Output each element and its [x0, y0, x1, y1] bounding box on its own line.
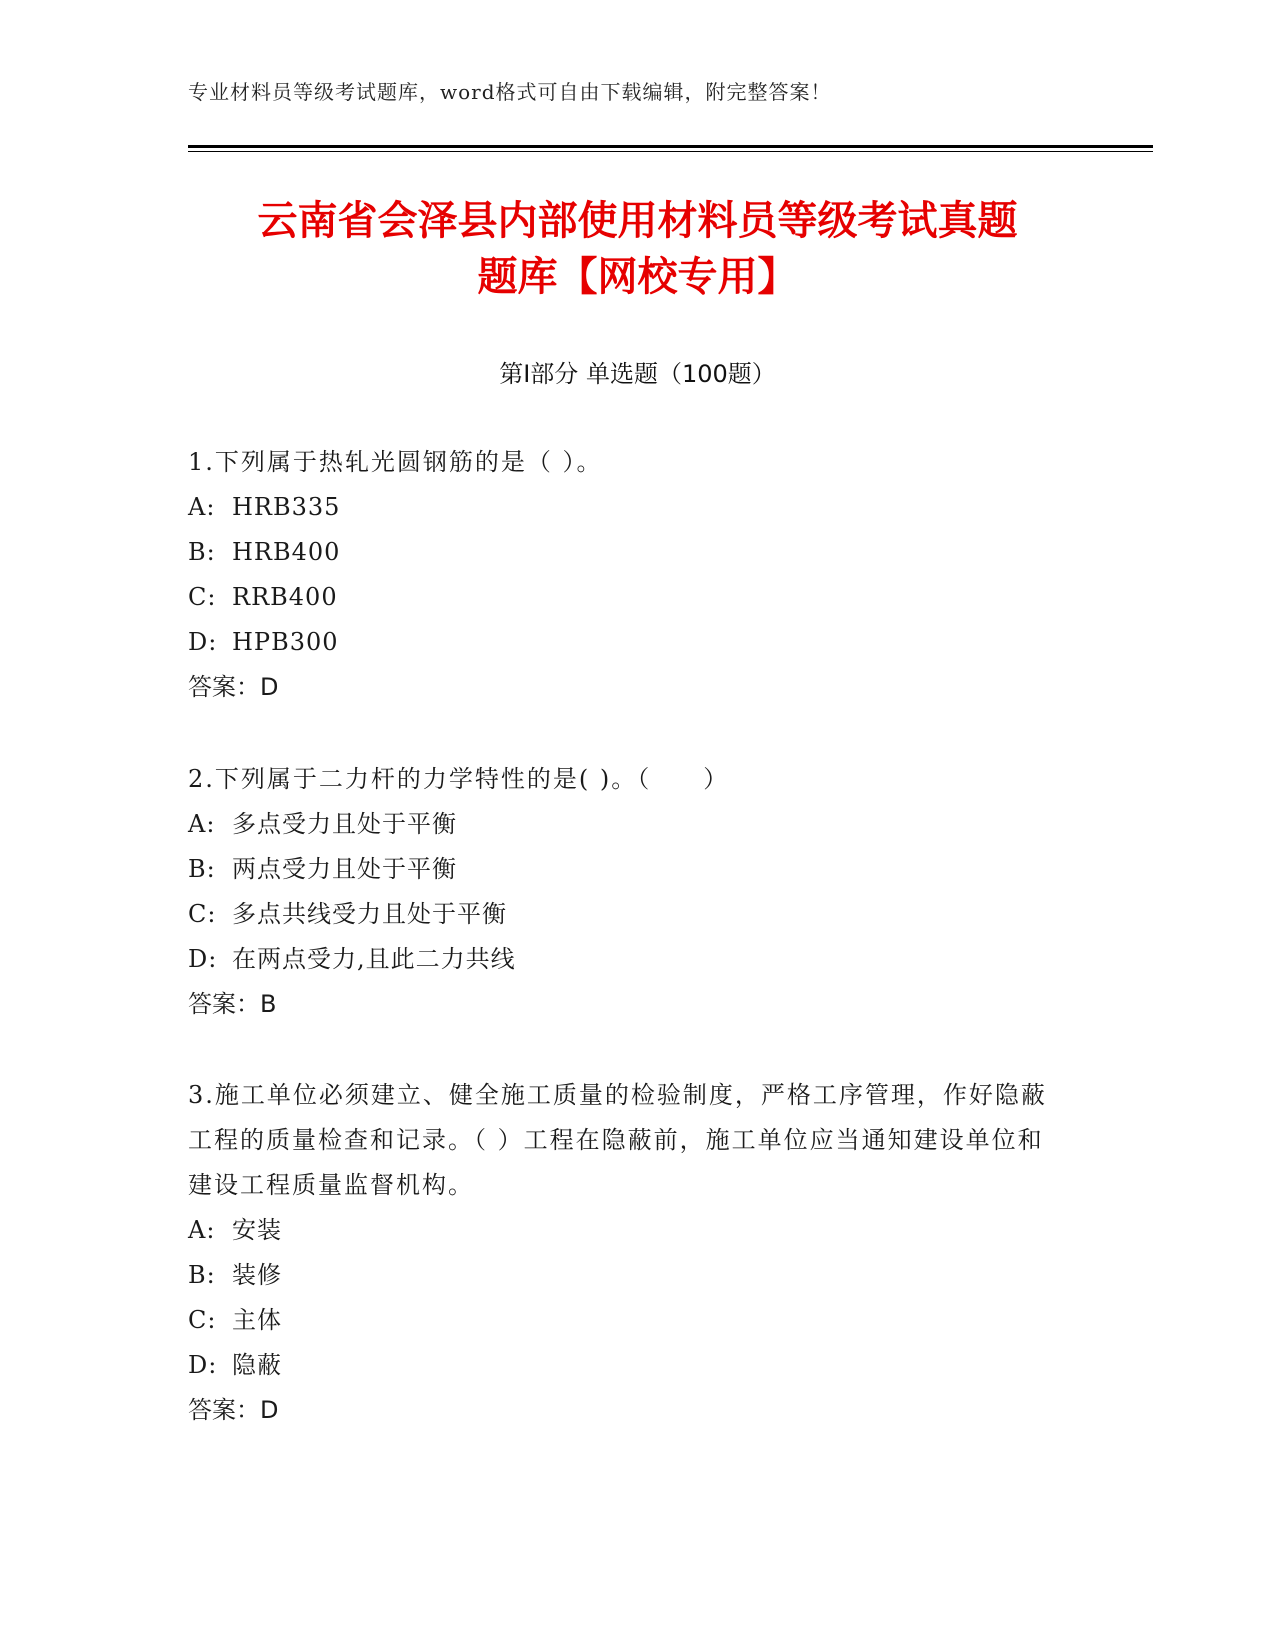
option-letter: C:	[188, 1306, 217, 1334]
document-title-line-1: 云南省会泽县内部使用材料员等级考试真题	[257, 198, 1018, 244]
option-c	[188, 575, 1068, 620]
option-b	[188, 1253, 1068, 1298]
answer-line: 答案：D	[188, 1396, 279, 1424]
question-3	[188, 1073, 1068, 1433]
option-letter: A:	[188, 493, 216, 521]
option-text: HPB300	[232, 628, 339, 656]
option-text: 主体	[232, 1306, 282, 1334]
option-text: HRB400	[232, 538, 341, 566]
option-c	[188, 892, 1068, 937]
option-text: 装修	[232, 1261, 282, 1289]
option-a	[188, 1208, 1068, 1253]
option-letter: B:	[188, 538, 216, 566]
question-2	[188, 757, 1068, 1027]
option-text: RRB400	[232, 583, 338, 611]
option-letter: D:	[188, 945, 218, 973]
page-header-note: 专业材料员等级考试题库，word格式可自由下载编辑，附完整答案！	[188, 80, 832, 104]
option-text: HRB335	[232, 493, 341, 521]
question-stem: 3.施工单位必须建立、健全施工质量的检验制度，严格工序管理，作好隐蔽工程的质量检查和记录。（ ）工程在隐蔽前，施工单位应当通知建设单位和建设工程质量监督机构。	[188, 1081, 1047, 1199]
option-text: 在两点受力,且此二力共线	[232, 945, 516, 973]
option-c	[188, 1298, 1068, 1343]
option-letter: B:	[188, 855, 216, 883]
option-letter: A:	[188, 810, 216, 838]
option-letter: B:	[188, 1261, 216, 1289]
option-text: 多点受力且处于平衡	[232, 810, 457, 838]
header-rule-thin	[188, 151, 1153, 152]
option-b	[188, 847, 1068, 892]
option-text: 多点共线受力且处于平衡	[232, 900, 507, 928]
question-stem: 2.下列属于二力杆的力学特性的是( )。（ ）	[188, 765, 730, 793]
document-title	[150, 193, 1125, 305]
option-text: 隐蔽	[232, 1351, 282, 1379]
option-letter: D:	[188, 628, 218, 656]
answer-line: 答案：D	[188, 673, 279, 701]
option-d	[188, 620, 1068, 665]
option-letter: C:	[188, 583, 217, 611]
option-letter: C:	[188, 900, 217, 928]
option-d	[188, 1343, 1068, 1388]
option-letter: A:	[188, 1216, 216, 1244]
option-a	[188, 802, 1068, 847]
option-d	[188, 937, 1068, 982]
option-letter: D:	[188, 1351, 218, 1379]
option-text: 两点受力且处于平衡	[232, 855, 457, 883]
question-1	[188, 440, 1068, 710]
option-b	[188, 530, 1068, 575]
question-stem: 1.下列属于热轧光圆钢筋的是（ ）。	[188, 448, 603, 476]
document-title-line-2: 题库【网校专用】	[477, 254, 798, 300]
section-heading: 第Ⅰ部分 单选题（100题）	[499, 360, 776, 388]
option-a	[188, 485, 1068, 530]
header-rule-thick	[188, 145, 1153, 148]
answer-line: 答案：B	[188, 990, 277, 1018]
option-text: 安装	[232, 1216, 282, 1244]
